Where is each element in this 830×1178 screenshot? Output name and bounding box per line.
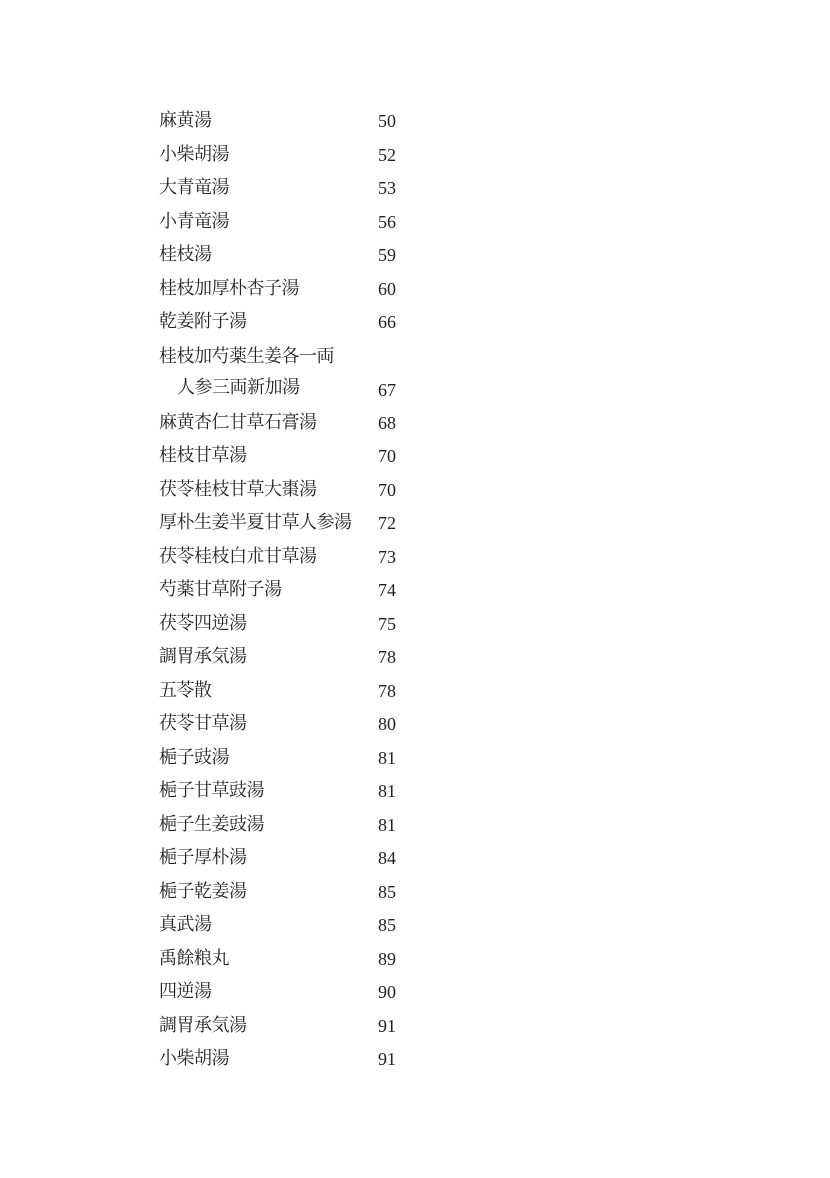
formula-name: 茯苓四逆湯 xyxy=(159,612,247,634)
index-entry xyxy=(159,676,399,710)
page-number: 50 xyxy=(378,111,396,131)
page-number: 67 xyxy=(378,379,396,400)
formula-name: 五苓散 xyxy=(159,679,212,701)
index-entry xyxy=(159,441,399,475)
formula-name: 調胃承気湯 xyxy=(159,646,247,667)
index-entry xyxy=(159,106,399,140)
page-number: 78 xyxy=(378,680,396,701)
formula-name: 芍薬甘草附子湯 xyxy=(159,579,282,600)
index-entry xyxy=(159,140,399,174)
page-number: 81 xyxy=(378,781,396,801)
index-entry xyxy=(159,877,399,911)
formula-name: 調胃承気湯 xyxy=(159,1014,247,1036)
formula-name: 茯苓甘草湯 xyxy=(159,713,247,734)
page-number: 56 xyxy=(378,211,396,232)
page-number: 80 xyxy=(378,714,396,734)
formula-name: 梔子厚朴湯 xyxy=(159,847,247,868)
formula-name: 茯苓桂枝甘草大棗湯 xyxy=(159,478,317,500)
index-entry xyxy=(159,977,399,1011)
formula-name: 小青竜湯 xyxy=(159,210,229,232)
index-entry xyxy=(159,609,399,643)
formula-name: 麻黄杏仁甘草石膏湯 xyxy=(159,411,317,433)
formula-name: 梔子豉湯 xyxy=(159,746,229,768)
formula-name-line-1: 桂枝加芍薬生姜各一両 xyxy=(159,345,334,367)
page-number: 84 xyxy=(378,848,396,868)
formula-name: 真武湯 xyxy=(159,914,212,935)
index-entry xyxy=(159,508,399,542)
page-number: 89 xyxy=(378,948,396,969)
index-entry xyxy=(159,173,399,207)
index-entry xyxy=(159,843,399,877)
page-number: 59 xyxy=(378,245,396,265)
page-number: 66 xyxy=(378,312,396,332)
formula-name: 梔子乾姜湯 xyxy=(159,880,247,902)
index-entry xyxy=(159,240,399,274)
index-entry xyxy=(159,1011,399,1045)
page-number: 85 xyxy=(378,915,396,935)
formula-name: 桂枝加厚朴杏子湯 xyxy=(159,277,299,299)
index-entry-multiline xyxy=(159,341,399,408)
formula-name: 茯苓桂枝白朮甘草湯 xyxy=(159,545,317,567)
page-number: 60 xyxy=(378,278,396,299)
page-number: 78 xyxy=(378,647,396,667)
page-number: 70 xyxy=(378,479,396,500)
page-number: 75 xyxy=(378,613,396,634)
index-entry xyxy=(159,810,399,844)
index-entry xyxy=(159,575,399,609)
page-number: 74 xyxy=(378,580,396,600)
formula-name: 厚朴生姜半夏甘草人参湯 xyxy=(159,512,352,533)
formula-name: 乾姜附子湯 xyxy=(159,311,247,332)
page-number: 81 xyxy=(378,814,396,835)
page-number: 70 xyxy=(378,446,396,466)
index-entry xyxy=(159,944,399,978)
formula-name xyxy=(159,341,399,403)
formula-index-list xyxy=(159,106,399,1078)
formula-name: 大青竜湯 xyxy=(159,177,229,198)
page-number: 91 xyxy=(378,1015,396,1036)
index-entry xyxy=(159,743,399,777)
formula-name-line-2: 人参三両新加湯 xyxy=(177,376,300,398)
page-number: 85 xyxy=(378,881,396,902)
index-entry xyxy=(159,542,399,576)
page-number: 72 xyxy=(378,513,396,533)
page-number: 90 xyxy=(378,982,396,1002)
formula-name: 梔子生姜豉湯 xyxy=(159,813,264,835)
page-number: 52 xyxy=(378,144,396,165)
page-number: 53 xyxy=(378,178,396,198)
formula-name: 梔子甘草豉湯 xyxy=(159,780,264,801)
index-entry xyxy=(159,1044,399,1078)
formula-name: 桂枝湯 xyxy=(159,244,212,265)
index-entry xyxy=(159,307,399,341)
formula-name: 麻黄湯 xyxy=(159,110,212,131)
index-entry xyxy=(159,207,399,241)
formula-name: 桂枝甘草湯 xyxy=(159,445,247,466)
index-entry xyxy=(159,709,399,743)
index-entry xyxy=(159,475,399,509)
index-entry xyxy=(159,776,399,810)
index-entry xyxy=(159,274,399,308)
formula-name: 小柴胡湯 xyxy=(159,1048,229,1069)
page-number: 81 xyxy=(378,747,396,768)
page-number: 68 xyxy=(378,412,396,433)
index-entry xyxy=(159,642,399,676)
index-entry xyxy=(159,910,399,944)
page-number: 91 xyxy=(378,1049,396,1069)
index-entry xyxy=(159,408,399,442)
formula-name: 四逆湯 xyxy=(159,981,212,1002)
page-number: 73 xyxy=(378,546,396,567)
formula-name: 小柴胡湯 xyxy=(159,143,229,165)
formula-name: 禹餘粮丸 xyxy=(159,947,229,969)
